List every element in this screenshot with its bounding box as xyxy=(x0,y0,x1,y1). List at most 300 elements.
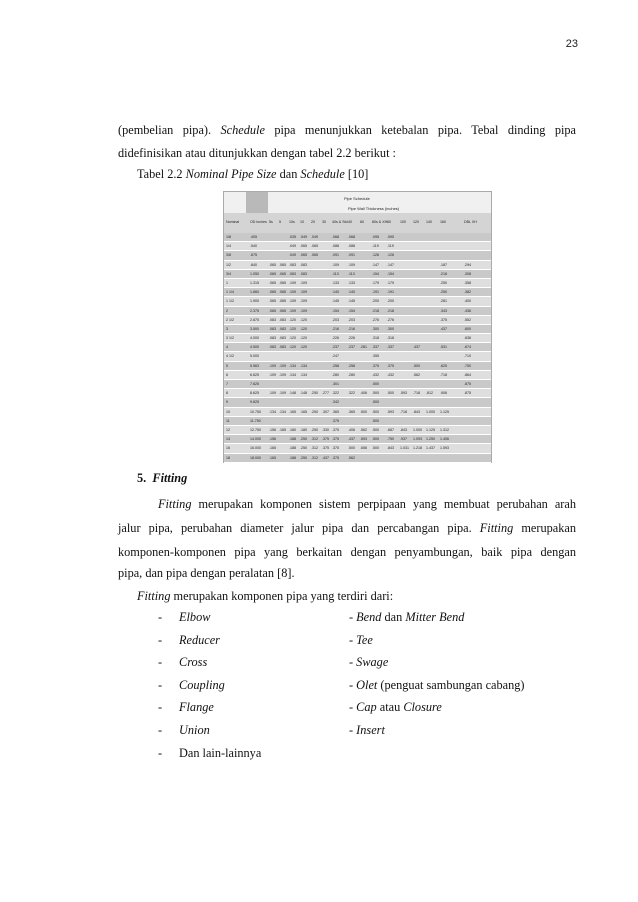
table-cell: .068 xyxy=(332,235,339,239)
table-cell: .750 xyxy=(464,363,471,368)
table-cell: .375 xyxy=(440,317,447,322)
table-column-header: 80 xyxy=(387,220,391,224)
table-cell: .247 xyxy=(332,354,339,359)
table-cell: .500 xyxy=(372,437,379,442)
table-cell: .091 xyxy=(348,253,355,258)
table-cell: .083 xyxy=(269,326,276,331)
table-cell: 1.900 xyxy=(250,299,259,304)
table-cell: .109 xyxy=(279,391,286,396)
paragraph-line: jalur pipa, perubahan diameter jalur pipa dan percabangan pipa. Fitting merupakan xyxy=(118,521,576,535)
table-cell: .068 xyxy=(348,235,355,239)
table-column-header: 5 xyxy=(279,220,281,224)
table-cell: 16 xyxy=(226,446,230,451)
table-cell: .095 xyxy=(372,235,379,239)
table-cell: .250 xyxy=(300,446,307,451)
table-cell: .437 xyxy=(322,455,329,460)
table-cell: .083 xyxy=(289,262,296,267)
table-cell: 18 xyxy=(226,455,230,460)
table-column-header: 5s xyxy=(269,220,273,224)
table-cell: 1.000 xyxy=(413,427,422,432)
pipe-schedule-table xyxy=(223,191,492,463)
table-column-header: 120 xyxy=(413,220,419,224)
table-cell: .405 xyxy=(250,235,257,239)
table-cell: 3 xyxy=(226,326,228,331)
table-cell: .562 xyxy=(348,455,355,460)
table-cell: .145 xyxy=(332,299,339,304)
table-cell: .365 xyxy=(348,409,355,414)
table-cell: 11 xyxy=(226,418,230,423)
table-cell: .276 xyxy=(372,317,379,322)
table-cell: .500 xyxy=(372,391,379,396)
table-cell: .154 xyxy=(332,308,339,313)
table-cell: .065 xyxy=(269,271,276,276)
table-cell: .875 xyxy=(464,391,471,396)
paragraph-line: didefinisikan atau ditunjukkan dengan tabel 2.2 berikut : xyxy=(118,146,396,160)
table-row xyxy=(224,233,491,242)
table-cell: 6 xyxy=(226,372,228,377)
table-cell: .065 xyxy=(269,290,276,295)
list-bullet: - xyxy=(158,700,163,715)
table-row xyxy=(224,297,491,306)
list-item: Union xyxy=(179,723,210,737)
table-cell: .165 xyxy=(269,446,276,451)
table-column-header: 160 xyxy=(440,220,446,224)
table-cell: .145 xyxy=(348,299,355,304)
table-cell: .237 xyxy=(332,345,339,350)
list-item: - Swage xyxy=(349,655,389,670)
table-column-header: 40 xyxy=(348,220,352,224)
table-cell: .154 xyxy=(372,271,379,276)
table-cell: .065 xyxy=(300,253,307,258)
table-cell: .119 xyxy=(387,244,394,249)
table-cell: 11.750 xyxy=(250,418,261,423)
table-cell: .109 xyxy=(279,363,286,368)
table-row xyxy=(224,334,491,343)
table-cell: .200 xyxy=(372,299,379,304)
list-item: - Bend dan Mitter Bend xyxy=(349,610,465,624)
table-cell: .083 xyxy=(279,336,286,341)
table-cell: .375 xyxy=(372,363,379,368)
table-cell: .276 xyxy=(387,317,394,322)
table-row xyxy=(224,288,491,297)
table-cell: .432 xyxy=(372,372,379,377)
table-row xyxy=(224,270,491,279)
table-cell: .109 xyxy=(300,290,307,295)
table-cell: .140 xyxy=(348,290,355,295)
table-cell: .120 xyxy=(289,326,296,331)
table-cell: .280 xyxy=(348,372,355,377)
table-cell: 14 xyxy=(226,437,230,442)
table-row xyxy=(224,343,491,352)
table-cell: .109 xyxy=(300,280,307,285)
table-column-header: OD inches xyxy=(250,220,267,224)
table-column-header: 10 xyxy=(300,220,304,224)
list-item: - Insert xyxy=(349,723,385,737)
table-cell: 10.750 xyxy=(250,409,261,414)
table-cell: 1.437 xyxy=(426,446,435,451)
table-cell: 8 xyxy=(226,391,228,396)
table-cell: .200 xyxy=(387,299,394,304)
table-row xyxy=(224,398,491,407)
table-cell: 1.125 xyxy=(440,409,449,414)
table-cell: .531 xyxy=(440,345,447,350)
table-cell: .937 xyxy=(400,437,407,442)
table-cell: .109 xyxy=(332,262,339,267)
table-cell: .375 xyxy=(332,427,339,432)
table-cell: .109 xyxy=(289,290,296,295)
table-cell: .083 xyxy=(300,262,307,267)
table-cell: .109 xyxy=(289,308,296,313)
table-cell: .156 xyxy=(269,427,276,432)
table-cell: .250 xyxy=(300,455,307,460)
table-cell: .318 xyxy=(372,336,379,341)
table-caption: Tabel 2.2 Nominal Pipe Size dan Schedule [10] xyxy=(137,167,369,181)
table-cell: 4.500 xyxy=(250,345,259,350)
list-item: Flange xyxy=(179,700,214,715)
table-cell: .375 xyxy=(387,363,394,368)
table-cell: 1.218 xyxy=(413,446,422,451)
table-cell: .134 xyxy=(269,409,276,414)
table-column-header: 100 xyxy=(400,220,406,224)
table-cell: .237 xyxy=(348,345,355,350)
table-cell: .191 xyxy=(372,290,379,295)
table-cell: 4 1/2 xyxy=(226,354,234,359)
table-cell: .083 xyxy=(269,336,276,341)
table-cell: .188 xyxy=(289,437,296,442)
table-cell: .148 xyxy=(289,391,296,396)
table-cell: .674 xyxy=(464,345,471,350)
page-number: 23 xyxy=(565,38,578,50)
table-cell: .312 xyxy=(311,437,318,442)
table-row xyxy=(224,251,491,260)
table-cell: .147 xyxy=(372,262,379,267)
table-cell: 7 xyxy=(226,382,228,386)
table-cell: 2 1/2 xyxy=(226,317,234,322)
table-cell: 9.625 xyxy=(250,400,259,405)
table-cell: 3 1/2 xyxy=(226,336,234,341)
table-cell: 1 1/2 xyxy=(226,299,234,304)
table-cell: .337 xyxy=(372,345,379,350)
table-cell: .109 xyxy=(279,372,286,377)
table-cell: .358 xyxy=(464,280,471,285)
table-column-header: 60 xyxy=(360,220,364,224)
table-cell: 5.563 xyxy=(250,363,259,368)
paragraph-line: Fitting merupakan komponen sistem perpipaan yang membuat perubahan arah xyxy=(158,497,576,511)
table-cell: .226 xyxy=(332,336,339,341)
table-cell: .065 xyxy=(279,290,286,295)
table-column-header: 140 xyxy=(426,220,432,224)
table-cell: .355 xyxy=(372,354,379,359)
table-cell: .593 xyxy=(400,391,407,396)
table-row xyxy=(224,352,491,361)
table-cell: 12.750 xyxy=(250,427,261,432)
table-cell: .126 xyxy=(372,253,379,258)
table-cell: 1.660 xyxy=(250,290,259,295)
table-cell: .083 xyxy=(279,317,286,322)
table-cell: .375 xyxy=(332,418,339,423)
table-row xyxy=(224,362,491,371)
table-subtitle: Pipe Wall Thickness (inches) xyxy=(348,206,400,211)
table-cell: 1.593 xyxy=(440,446,449,451)
table-cell: 3.500 xyxy=(250,326,259,331)
table-cell: .675 xyxy=(250,253,257,258)
table-cell: 2 xyxy=(226,308,228,313)
table-column-header: DBL XH xyxy=(464,220,477,224)
table-column-header: Nominal xyxy=(226,220,240,224)
table-cell: .375 xyxy=(332,446,339,451)
table-cell: .065 xyxy=(279,308,286,313)
table-cell: .562 xyxy=(360,427,367,432)
table-cell: .843 xyxy=(413,409,420,414)
table-cell: 9 xyxy=(226,400,228,405)
table-cell: .109 xyxy=(289,299,296,304)
table-cell: .710 xyxy=(464,354,471,359)
table-cell: 1/4 xyxy=(226,244,231,249)
table-cell: .165 xyxy=(269,455,276,460)
table-cell: .120 xyxy=(289,345,296,350)
table-cell: .437 xyxy=(413,345,420,350)
table-cell: .065 xyxy=(269,308,276,313)
table-cell: .188 xyxy=(289,455,296,460)
table-cell: 1.250 xyxy=(426,437,435,442)
table-cell: .318 xyxy=(387,336,394,341)
table-cell: .134 xyxy=(300,372,307,377)
table-title: Pipe Schedule xyxy=(344,196,370,201)
table-column-header: 40s & Std xyxy=(332,220,348,224)
list-item: Elbow xyxy=(179,610,211,624)
table-cell: 1.093 xyxy=(413,437,422,442)
table-cell: 1 1/4 xyxy=(226,290,234,295)
table-cell: 6.625 xyxy=(250,372,259,377)
table-cell: 1 xyxy=(226,280,228,285)
table-cell: .049 xyxy=(300,235,307,239)
table-cell: .500 xyxy=(348,446,355,451)
table-row xyxy=(224,444,491,453)
table-cell: .406 xyxy=(348,427,355,432)
table-cell: .218 xyxy=(440,271,447,276)
table-cell: .258 xyxy=(348,363,355,368)
table-row xyxy=(224,426,491,435)
table-cell: .179 xyxy=(387,280,394,285)
table-column-header: 80s & XH xyxy=(372,220,388,224)
table-cell: .308 xyxy=(464,271,471,276)
table-cell: .065 xyxy=(269,262,276,267)
table-cell: 1.050 xyxy=(250,271,259,276)
table-cell: 5 xyxy=(226,363,228,368)
table-cell: 1.406 xyxy=(440,437,449,442)
paragraph-line: pipa, dan pipa dengan peralatan [8]. xyxy=(118,566,295,580)
table-cell: .119 xyxy=(372,244,379,249)
table-cell: .656 xyxy=(360,446,367,451)
table-cell: .436 xyxy=(464,308,471,313)
table-cell: 18.000 xyxy=(250,455,261,460)
table-cell: .049 xyxy=(289,253,296,258)
table-cell: .500 xyxy=(372,446,379,451)
table-cell: .500 xyxy=(372,418,379,423)
table-cell: .165 xyxy=(279,427,286,432)
table-cell: .281 xyxy=(440,299,447,304)
table-cell: .113 xyxy=(332,271,339,276)
table-row xyxy=(224,307,491,316)
table-cell: .540 xyxy=(250,244,257,249)
table-column-header: 20 xyxy=(311,220,315,224)
table-cell: 4.000 xyxy=(250,336,259,341)
table-cell: .154 xyxy=(387,271,394,276)
table-cell: .188 xyxy=(289,446,296,451)
table-cell: 1.125 xyxy=(426,427,435,432)
table-cell: 16.000 xyxy=(250,446,261,451)
table-cell: .300 xyxy=(387,326,394,331)
table-cell: 10 xyxy=(226,409,230,414)
table-cell: .165 xyxy=(289,409,296,414)
table-cell: .088 xyxy=(332,244,339,249)
table-cell: .109 xyxy=(289,280,296,285)
table-cell: 7.625 xyxy=(250,382,259,386)
table-cell: .400 xyxy=(464,299,471,304)
table-cell: .095 xyxy=(387,235,394,239)
table-cell: .687 xyxy=(387,427,394,432)
table-cell: .083 xyxy=(300,271,307,276)
table-cell: .065 xyxy=(279,271,286,276)
table-cell: .312 xyxy=(311,455,318,460)
table-cell: .088 xyxy=(348,244,355,249)
table-cell: .750 xyxy=(387,437,394,442)
table-cell: .134 xyxy=(289,363,296,368)
table-cell: .500 xyxy=(372,382,379,386)
table-cell: .365 xyxy=(332,409,339,414)
table-cell: .437 xyxy=(348,437,355,442)
table-cell: .593 xyxy=(387,409,394,414)
table-cell: .134 xyxy=(279,409,286,414)
table-cell: .035 xyxy=(289,235,296,239)
table-cell: .277 xyxy=(322,391,329,396)
table-cell: 8.625 xyxy=(250,391,259,396)
list-item: Reducer xyxy=(179,632,220,647)
table-cell: 5.000 xyxy=(250,354,259,359)
table-cell: .134 xyxy=(289,372,296,377)
table-cell: 1.031 xyxy=(400,446,409,451)
table-cell: .718 xyxy=(400,409,407,414)
list-bullet: - xyxy=(158,745,163,760)
table-cell: .133 xyxy=(348,280,355,285)
table-column-header: 10s xyxy=(289,220,295,224)
table-cell: .718 xyxy=(413,391,420,396)
table-cell: .109 xyxy=(269,363,276,368)
table-cell: .864 xyxy=(464,372,471,377)
table-cell: .812 xyxy=(426,391,433,396)
table-cell: 1.315 xyxy=(250,280,259,285)
table-cell: .258 xyxy=(332,363,339,368)
table-cell: .083 xyxy=(279,326,286,331)
table-cell: .250 xyxy=(311,427,318,432)
paragraph-line: komponen-komponen pipa yang berkaitan dengan penyambungan, baik pipa dengan xyxy=(118,545,576,559)
table-cell: .065 xyxy=(279,262,286,267)
table-cell: .216 xyxy=(332,326,339,331)
table-cell: .148 xyxy=(300,391,307,396)
table-cell: .500 xyxy=(413,363,420,368)
table-cell: .109 xyxy=(269,391,276,396)
table-row xyxy=(224,325,491,334)
table-row xyxy=(224,261,491,270)
table-cell: .301 xyxy=(332,382,339,386)
table-cell: .330 xyxy=(322,427,329,432)
table-cell: .552 xyxy=(464,317,471,322)
table-body xyxy=(224,233,491,463)
table-row xyxy=(224,435,491,444)
table-cell: .843 xyxy=(387,446,394,451)
table-cell: 14.000 xyxy=(250,437,261,442)
table-cell: .179 xyxy=(372,280,379,285)
table-cell: .156 xyxy=(269,437,276,442)
table-cell: 2.375 xyxy=(250,308,259,313)
table-cell: 1.000 xyxy=(426,409,435,414)
table-row xyxy=(224,417,491,426)
table-cell: .562 xyxy=(413,372,420,377)
table-cell: 1/2 xyxy=(226,262,231,267)
table-cell: 3/4 xyxy=(226,271,231,276)
table-header-block xyxy=(246,192,268,213)
list-bullet: - xyxy=(158,655,163,670)
table-cell: 4 xyxy=(226,345,228,350)
table-column-header: 30 xyxy=(322,220,326,224)
table-row xyxy=(224,454,491,463)
table-cell: .140 xyxy=(332,290,339,295)
table-cell: .065 xyxy=(269,280,276,285)
table-cell: .500 xyxy=(372,400,379,405)
table-cell: .165 xyxy=(300,409,307,414)
table-row xyxy=(224,242,491,251)
table-cell: .406 xyxy=(360,391,367,396)
list-intro: Fitting merupakan komponen pipa yang terdiri dari: xyxy=(137,589,394,603)
table-cell: .343 xyxy=(440,308,447,313)
table-cell: .120 xyxy=(289,336,296,341)
table-cell: .218 xyxy=(372,308,379,313)
table-cell: .250 xyxy=(311,391,318,396)
list-bullet: - xyxy=(158,723,163,737)
table-row xyxy=(224,279,491,288)
table-row xyxy=(224,408,491,417)
table-cell: .250 xyxy=(311,409,318,414)
table-cell: .191 xyxy=(387,290,394,295)
table-cell: .187 xyxy=(440,262,447,267)
table-cell: .432 xyxy=(387,372,394,377)
table-cell: .120 xyxy=(300,345,307,350)
table-cell: 2.875 xyxy=(250,317,259,322)
table-cell: .083 xyxy=(269,345,276,350)
table-cell: .375 xyxy=(332,437,339,442)
table-cell: .120 xyxy=(289,317,296,322)
table-cell: .500 xyxy=(372,427,379,432)
table-cell: .250 xyxy=(440,280,447,285)
table-cell: .147 xyxy=(387,262,394,267)
table-cell: .337 xyxy=(387,345,394,350)
table-cell: .113 xyxy=(348,271,355,276)
table-cell: .593 xyxy=(360,437,367,442)
table-cell: .109 xyxy=(300,299,307,304)
paragraph-line: (pembelian pipa). Schedule pipa menunjukkan ketebalan pipa. Tebal dinding pipa xyxy=(118,123,577,137)
table-cell: .375 xyxy=(332,455,339,460)
table-cell: .600 xyxy=(464,326,471,331)
table-cell: .083 xyxy=(289,271,296,276)
table-cell: .250 xyxy=(440,290,447,295)
table-cell: .126 xyxy=(387,253,394,258)
table-cell: .322 xyxy=(348,391,355,396)
table-cell: .718 xyxy=(440,372,447,377)
table-cell: .636 xyxy=(464,336,471,341)
list-item: - Olet (penguat sambungan cabang) xyxy=(349,677,525,692)
table-row xyxy=(224,380,491,389)
table-cell: 1/8 xyxy=(226,235,231,239)
